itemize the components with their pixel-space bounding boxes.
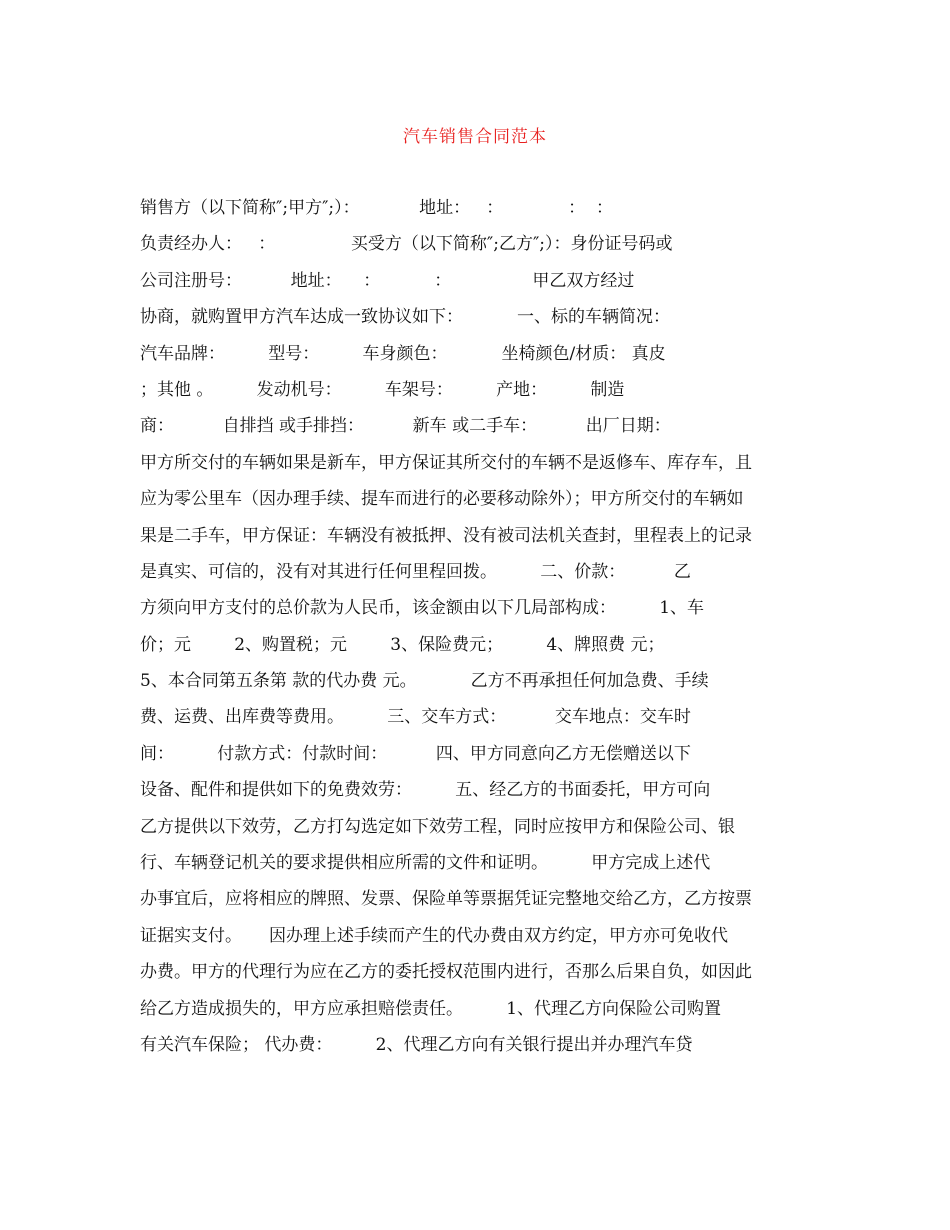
document-title: 汽车销售合同范本 — [403, 127, 547, 147]
body-line: 设备、配件和提供如下的免费效劳： 五、经乙方的书面委托，甲方可向 — [140, 780, 711, 801]
body-line: 行、车辆登记机关的要求提供相应所需的文件和证明。 甲方完成上述代 — [140, 853, 711, 874]
body-line: 有关汽车保险； 代办费： 2、代理乙方向有关银行提出并办理汽车贷 — [140, 1034, 693, 1055]
body-line: 销售方（以下简称″;甲方″;）： 地址： ： ： ： — [140, 198, 613, 218]
body-line: 证据实支付。 因办理上述手续而产生的代办费由双方约定，甲方亦可免收代 — [140, 925, 729, 946]
document-body — [140, 194, 812, 1067]
body-line: 费、运费、出库费等费用。 三、交车方式： 交车地点：交车时 — [140, 707, 691, 728]
body-line: 甲方所交付的车辆如果是新车，甲方保证其所交付的车辆不是返修车、库存车，且 — [140, 452, 752, 473]
body-line: 方须向甲方支付的总价款为人民币，该金额由以下几局部构成： 1、车 — [140, 598, 705, 619]
body-line: 商： 自排挡 或手排挡： 新车 或二手车： 出厂日期： — [140, 416, 671, 437]
body-line: 给乙方造成损失的，甲方应承担赔偿责任。 1、代理乙方向保险公司购置 — [140, 998, 722, 1019]
body-line: 应为零公里车（因办理手续、提车而进行的必要移动除外）；甲方所交付的车辆如 — [140, 489, 744, 510]
body-line: 价；元 2、购置税；元 3、保险费元； 4、牌照费 元； — [140, 634, 665, 655]
body-line: 汽车品牌： 型号： 车身颜色： 坐椅颜色/材质： 真皮 — [140, 343, 666, 364]
body-line: 负责经办人： ： 买受方（以下简称″;乙方″;）：身份证号码或 — [140, 234, 673, 255]
body-line: 协商，就购置甲方汽车达成一致协议如下： 一、标的车辆简况： — [140, 307, 671, 328]
body-line: 公司注册号： 地址： ： ： 甲乙双方经过 — [140, 270, 635, 291]
body-line: 间： 付款方式：付款时间： 四、甲方同意向乙方无偿赠送以下 — [140, 743, 691, 764]
body-line: 办费。甲方的代理行为应在乙方的委托授权范围内进行，否那么后果自负，如因此 — [140, 962, 752, 983]
body-line: 是真实、可信的，没有对其进行任何里程回拨。 二、价款： 乙 — [140, 561, 691, 582]
body-line: ；其他 。 发动机号： 车架号： 产地： 制造 — [140, 379, 625, 400]
body-line: 5、本合同第五条第 款的代办费 元。 乙方不再承担任何加急费、手续 — [140, 671, 709, 692]
body-line: 果是二手车，甲方保证：车辆没有被抵押、没有被司法机关查封，里程表上的记录 — [140, 525, 752, 546]
body-line: 乙方提供以下效劳，乙方打勾选定如下效劳工程，同时应按甲方和保险公司、银 — [140, 816, 735, 837]
body-line: 办事宜后，应将相应的牌照、发票、保险单等票据凭证完整地交给乙方，乙方按票 — [140, 889, 752, 910]
